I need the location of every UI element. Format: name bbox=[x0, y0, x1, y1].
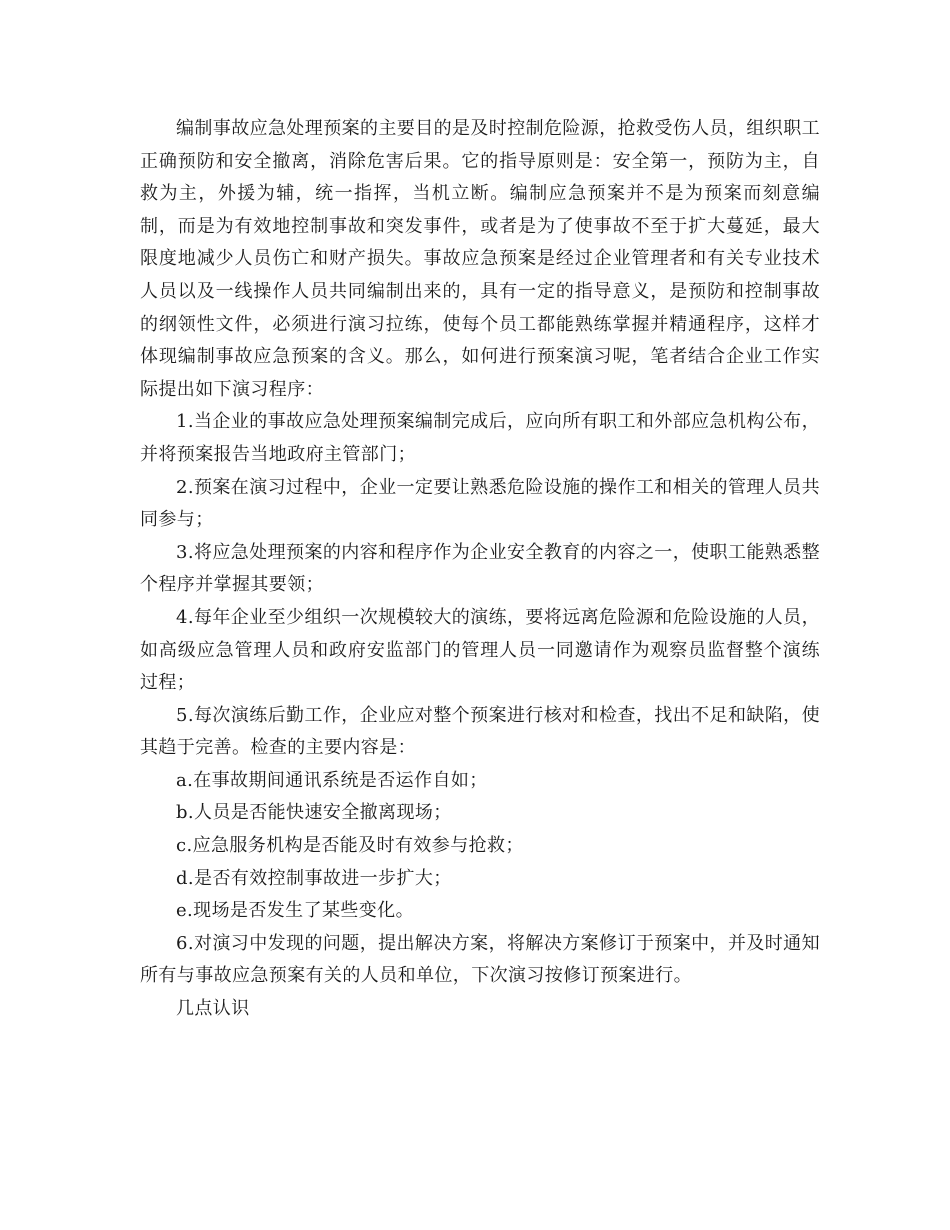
procedure-item-2: 2.预案在演习过程中，企业一定要让熟悉危险设施的操作工和相关的管理人员共同参与； bbox=[140, 476, 820, 531]
procedure-item-3: 3.将应急处理预案的内容和程序作为企业安全教育的内容之一，使职工能熟悉整个程序并掌握其要领； bbox=[140, 541, 820, 596]
check-item-b: b.人员是否能快速安全撤离现场； bbox=[176, 802, 452, 824]
procedure-item-5: 5.每次演练后勤工作，企业应对整个预案进行核对和检查，找出不足和缺陷，使其趋于完善。检查的主要内容是： bbox=[140, 704, 820, 759]
procedure-item-6: 6.对演习中发现的问题，提出解决方案，将解决方案修订于预案中，并及时通知所有与事故应急预案有关的人员和单位，下次演习按修订预案进行。 bbox=[140, 932, 820, 987]
check-item-c: c.应急服务机构是否能及时有效参与抢救； bbox=[176, 835, 524, 857]
intro-paragraph: 编制事故应急处理预案的主要目的是及时控制危险源，抢救受伤人员，组织职工正确预防和安全撤离，消除危害后果。它的指导原则是：安全第一，预防为主，自救为主，外援为辅，统一指挥，当机立断。编制应急预案并不是为预案而刻意编制，而是为有效地控制事故和突发事件，或者是为了使事故不至于扩大蔓延，最大限度地减少人员伤亡和财产损失。事故应急预案是经过企业管理者和有关专业技术人员以及一线操作人员共同编制出来的，具有一定的指导意义，是预防和控制事故的纲领性文件，必须进行演习拉练，使每个员工都能熟练掌握并精通程序，这样才体现编制事故应急预案的含义。那么，如何进行预案演习呢，笔者结合企业工作实际提出如下演习程序： bbox=[140, 118, 820, 400]
check-item-a: a.在事故期间通讯系统是否运作自如； bbox=[176, 769, 488, 791]
procedure-item-4: 4.每年企业至少组织一次规模较大的演练，要将远离危险源和危险设施的人员，如高级应急管理人员和政府安监部门的管理人员一同邀请作为观察员监督整个演练过程； bbox=[140, 606, 820, 694]
document-body bbox=[140, 113, 820, 1026]
procedure-item-1: 1.当企业的事故应急处理预案编制完成后，应向所有职工和外部应急机构公布，并将预案报告当地政府主管部门； bbox=[140, 411, 820, 465]
check-item-d: d.是否有效控制事故进一步扩大； bbox=[176, 867, 452, 889]
section-heading: 几点认识 bbox=[176, 998, 250, 1020]
check-item-e: e.现场是否发生了某些变化。 bbox=[176, 900, 414, 922]
